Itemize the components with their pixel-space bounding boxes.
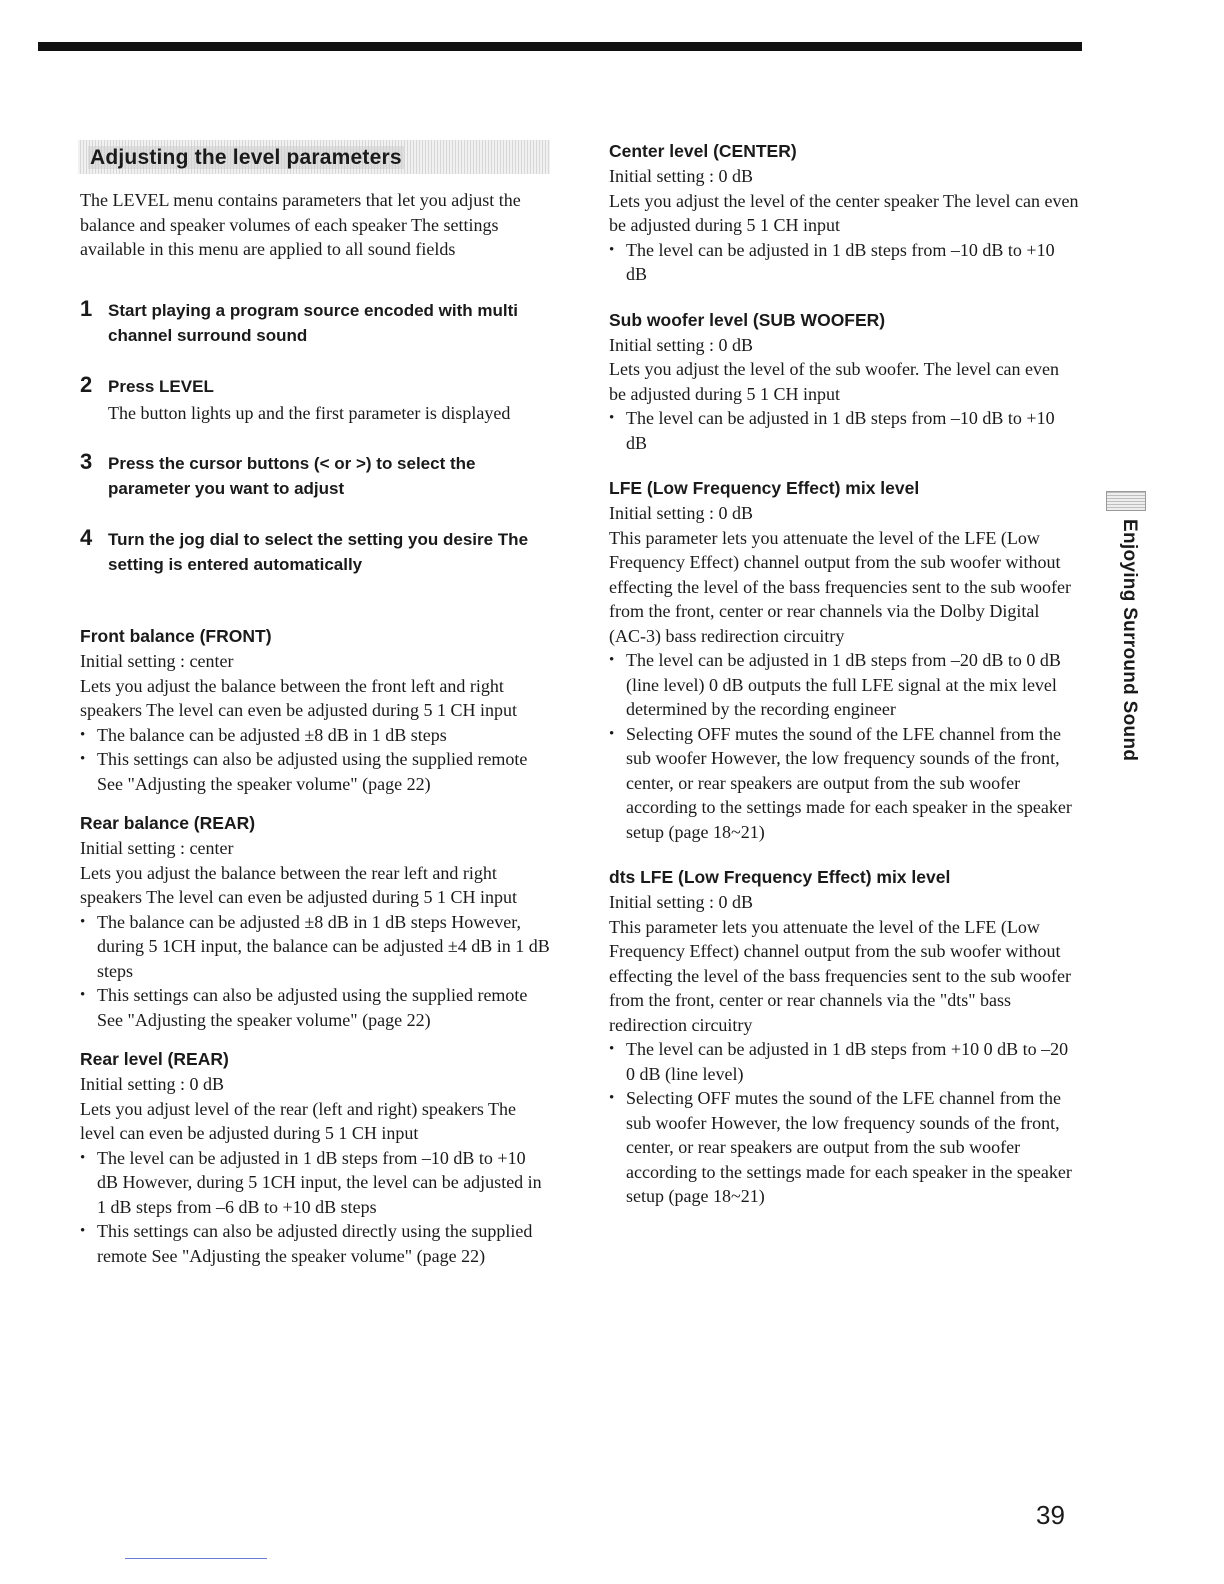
param-title: Front balance (FRONT) bbox=[80, 626, 272, 646]
param-title: Center level (CENTER) bbox=[609, 141, 797, 161]
param-title: dts LFE (Low Frequency Effect) mix level bbox=[609, 867, 951, 887]
bullet-list bbox=[80, 910, 550, 1033]
initial-setting: Initial setting : 0 dB bbox=[609, 334, 753, 355]
bullet-list bbox=[80, 723, 550, 797]
step-number: 4 bbox=[80, 525, 93, 550]
param-description: This parameter lets you attenuate the level of the LFE (Low Frequency Effect) channel output from the sub woofer without effecting the level of the bass frequencies sent to the sub woofer from the front, center or rear channels via the "dts" bass redirection circuitry bbox=[609, 916, 1072, 1035]
initial-setting: Initial setting : center bbox=[80, 838, 234, 858]
left-column bbox=[80, 140, 550, 1268]
param-description: Lets you adjust the level of the sub woofer. The level can even be adjusted during 5 1 CH input bbox=[609, 359, 1060, 404]
bullet-list bbox=[80, 1146, 550, 1269]
initial-setting: Initial setting : 0 dB bbox=[609, 166, 753, 186]
param-lfe-mix-level bbox=[609, 475, 1079, 844]
param-description: Lets you adjust the balance between the front left and right speakers The level can even be adjusted during 5 1 CH input bbox=[80, 675, 518, 720]
param-rear-balance bbox=[80, 810, 550, 1032]
bullet-list bbox=[609, 648, 1079, 844]
bullet-item: • This settings can also be adjusted directly using the supplied remote See "Adjusting the speaker volume" (page 22) bbox=[80, 1219, 550, 1268]
step-body: The button lights up and the first parameter is displayed bbox=[108, 402, 511, 423]
step-4 bbox=[80, 527, 550, 577]
param-center-level bbox=[609, 138, 1079, 287]
top-rule bbox=[38, 42, 1082, 51]
bullet-item: • The level can be adjusted in 1 dB steps from –10 dB to +10 dB However, during 5 1CH input, the level can be adjusted in 1 dB steps from –6 dB to +10 dB steps bbox=[80, 1146, 550, 1220]
step-title: Press LEVEL bbox=[108, 376, 214, 396]
section-title: Adjusting the level parameters bbox=[90, 146, 402, 169]
chapter-tab-marker bbox=[1106, 491, 1146, 511]
param-title: Rear balance (REAR) bbox=[80, 813, 256, 833]
page-number: 39 bbox=[1036, 1500, 1065, 1530]
bullet-item: • The level can be adjusted in 1 dB steps from –10 dB to +10 dB bbox=[609, 406, 1079, 455]
bullet-item: • The balance can be adjusted ±8 dB in 1 dB steps However, during 5 1CH input, the balance can be adjusted ±4 dB in 1 dB steps bbox=[80, 910, 550, 984]
intro-text: The LEVEL menu contains parameters that let you adjust the balance and speaker volumes of each speaker The settings available in this menu are applied to all sound fields bbox=[80, 190, 521, 259]
initial-setting: Initial setting : center bbox=[80, 651, 234, 671]
step-number: 1 bbox=[80, 295, 93, 321]
step-title: Press the cursor buttons (< or >) to select the parameter you want to adjust bbox=[108, 454, 476, 498]
steps-list bbox=[80, 295, 550, 578]
bullet-item: • The balance can be adjusted ±8 dB in 1 dB steps bbox=[80, 723, 550, 748]
param-description: This parameter lets you attenuate the level of the LFE (Low Frequency Effect) channel output from the sub woofer without effecting the level of the bass frequencies sent to the sub woofer from the front, center or rear channels via the Dolby Digital (AC-3) bass redirection circuitry bbox=[609, 527, 1072, 646]
initial-setting: Initial setting : 0 dB bbox=[80, 1074, 224, 1094]
param-front-balance bbox=[80, 623, 550, 796]
bullet-item: • This settings can also be adjusted using the supplied remote See "Adjusting the speaker volume" (page 22) bbox=[80, 983, 550, 1032]
bottom-rule bbox=[125, 1558, 267, 1559]
initial-setting: Initial setting : 0 dB bbox=[609, 892, 753, 912]
bullet-list bbox=[609, 1037, 1079, 1209]
bullet-item: • The level can be adjusted in 1 dB steps from –20 dB to 0 dB (line level) 0 dB outputs the full LFE signal at the mix level determined by the recording engineer bbox=[609, 648, 1079, 722]
chapter-side-label: Enjoying Surround Sound bbox=[1119, 519, 1140, 762]
param-sub-woofer-level bbox=[609, 307, 1079, 456]
param-title: LFE (Low Frequency Effect) mix level bbox=[609, 478, 920, 498]
bullet-list bbox=[609, 406, 1079, 455]
param-description: Lets you adjust the balance between the rear left and right speakers The level can even be adjusted during 5 1 CH input bbox=[80, 862, 518, 907]
bullet-list bbox=[609, 238, 1079, 287]
param-description: Lets you adjust level of the rear (left and right) speakers The level can even be adjusted during 5 1 CH input bbox=[80, 1098, 517, 1143]
param-dts-lfe-mix-level bbox=[609, 864, 1079, 1209]
bullet-item: • Selecting OFF mutes the sound of the LFE channel from the sub woofer However, the low frequency sounds of the front, center, or rear speakers are output from the sub woofer according to the settings made for each speaker in the speaker setup (page 18~21) bbox=[609, 722, 1079, 845]
param-rear-level bbox=[80, 1046, 550, 1268]
step-3 bbox=[80, 451, 550, 501]
bullet-item: • The level can be adjusted in 1 dB steps from +10 0 dB to –20 0 dB (line level) bbox=[609, 1037, 1079, 1086]
section-title-banner bbox=[78, 140, 550, 174]
step-number: 2 bbox=[80, 371, 93, 397]
bullet-item: • This settings can also be adjusted using the supplied remote See "Adjusting the speaker volume" (page 22) bbox=[80, 747, 550, 796]
step-title: Turn the jog dial to select the setting you desire The setting is entered automatically bbox=[108, 530, 529, 574]
right-column bbox=[609, 138, 1079, 1209]
bullet-item: • The level can be adjusted in 1 dB steps from –10 dB to +10 dB bbox=[609, 238, 1079, 287]
step-1 bbox=[80, 295, 550, 348]
initial-setting: Initial setting : 0 dB bbox=[609, 503, 753, 523]
param-description: Lets you adjust the level of the center speaker The level can even be adjusted during 5 1 CH input bbox=[609, 190, 1079, 235]
step-2 bbox=[80, 371, 550, 426]
step-number: 3 bbox=[80, 449, 93, 474]
step-title: Start playing a program source encoded with multi channel surround sound bbox=[108, 300, 518, 345]
param-title: Rear level (REAR) bbox=[80, 1049, 229, 1069]
bullet-item: • Selecting OFF mutes the sound of the LFE channel from the sub woofer However, the low frequency sounds of the front, center, or rear speakers are output from the sub woofer according to the settings made for each speaker in the speaker setup (page 18~21) bbox=[609, 1086, 1079, 1209]
param-title: Sub woofer level (SUB WOOFER) bbox=[609, 309, 886, 330]
